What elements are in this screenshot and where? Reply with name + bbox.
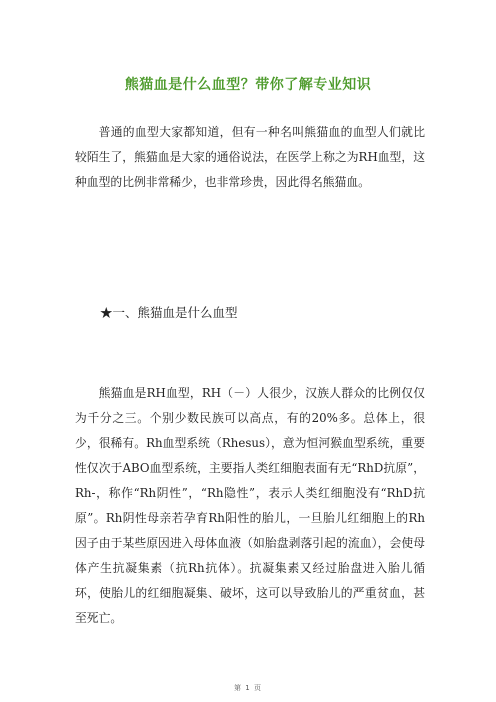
- document-title: 熊猫血是什么血型？带你了解专业知识: [124, 77, 372, 93]
- intro-paragraph: 普通的血型大家都知道，但有一种名叫熊猫血的血型人们就比较陌生了，熊猫血是大家的通俗说法，在医学上称之为RH血型，这种血型的比例非常稀少，也非常珍贵，因此得名熊猫血。: [75, 125, 425, 189]
- section-heading: ★一、熊猫血是什么血型: [100, 305, 238, 320]
- section-paragraph: 熊猫血是RH血型，RH（－）人很少，汉族人群众的比例仅仅为千分之三。个别少数民族可以高点，有的20%多。总体上，很少，很稀有。Rh血型系统（Rhesus），意为恒河猴血型系统，重要性仅次于ABO血型系统，主要指人类红细胞表面有无“RhD抗原”，Rh-，称作“Rh阴性”，“Rh隐性”，表示人类红细胞没有“RhD抗原”。Rh阴性母亲若孕育Rh阳性的胎儿，一旦胎儿红细胞上的Rh因子由于某些原因进入母体血液（如胎盘剥落引起的流血），会使母体产生抗凝集素（抗Rh抗体）。抗凝集素又经过胎盘进入胎儿循环，使胎儿的红细胞凝集、破坏，这可以导致胎儿的严重贫血，甚至死亡。: [75, 386, 425, 625]
- page-number-footer: 第 1 页: [234, 684, 262, 692]
